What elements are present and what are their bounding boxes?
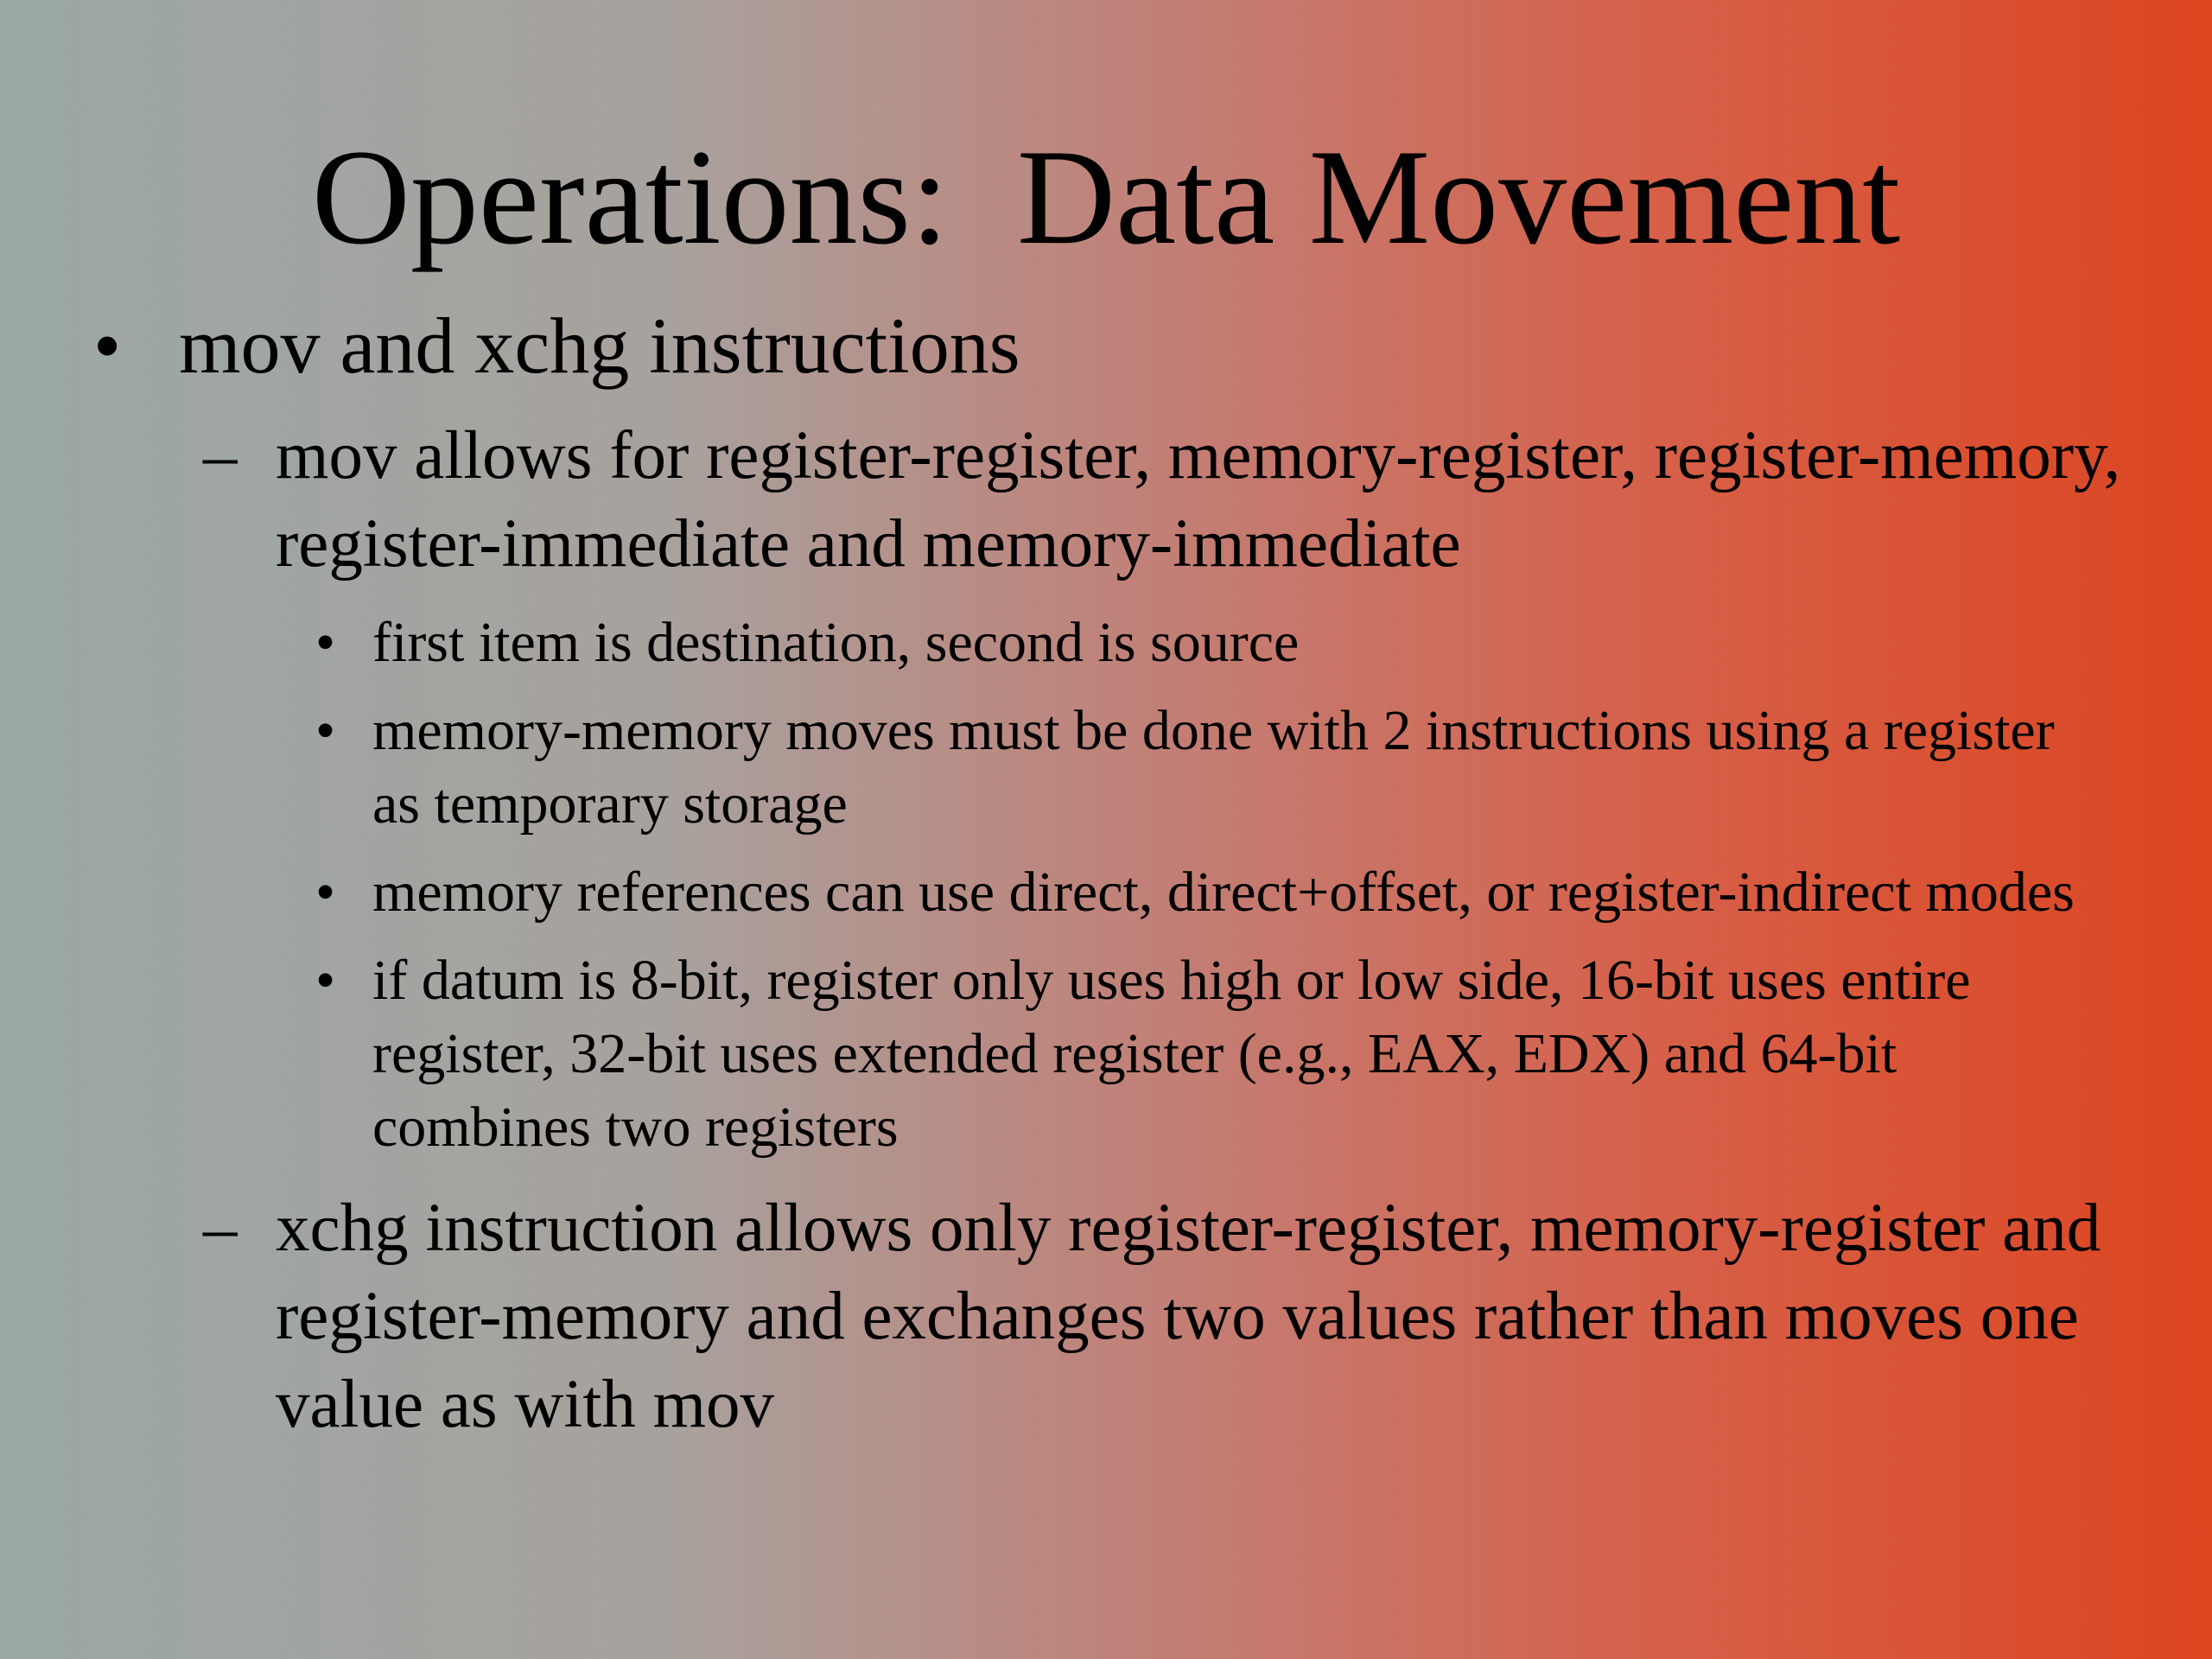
bullet-level-1 bbox=[0, 298, 2212, 393]
bullet-marker: • bbox=[315, 611, 336, 674]
bullet-level-3 bbox=[0, 855, 2212, 929]
bullet-level-3 bbox=[0, 944, 2212, 1164]
slide-body bbox=[0, 298, 2212, 1449]
bullet-level-3 bbox=[0, 606, 2212, 679]
slide-title: Operations: Data Movement bbox=[311, 122, 1901, 273]
bullet-text: xchg instruction allows only register-register, memory-register and register-memory and exchanges two values rather than moves one value as with mov bbox=[276, 1191, 2101, 1442]
bullet-text: memory references can use direct, direct+offset, or register-indirect modes bbox=[372, 861, 2075, 924]
bullet-text: if datum is 8-bit, register only uses high or low side, 16-bit uses entire register, 32-bit uses extended register (e.g., EAX, EDX) and 64-bit combines two registers bbox=[372, 949, 1971, 1159]
bullet-level-2 bbox=[0, 412, 2212, 588]
bullet-marker: • bbox=[315, 861, 336, 924]
bullet-level-2 bbox=[0, 1185, 2212, 1449]
bullet-marker: • bbox=[315, 699, 336, 762]
bullet-text: memory-memory moves must be done with 2 instructions using a register as temporary storage bbox=[372, 699, 2055, 836]
dash-marker: – bbox=[203, 418, 238, 493]
bullet-text: mov allows for register-register, memory-register, register-memory, register-immediate and memory-immediate bbox=[276, 418, 2121, 582]
bullet-marker: • bbox=[315, 949, 336, 1012]
bullet-text: first item is destination, second is source bbox=[372, 611, 1300, 674]
bullet-level-3 bbox=[0, 694, 2212, 841]
bullet-marker: • bbox=[93, 302, 122, 390]
dash-marker: – bbox=[203, 1191, 238, 1266]
bullet-text: mov and xchg instructions bbox=[179, 302, 1020, 390]
